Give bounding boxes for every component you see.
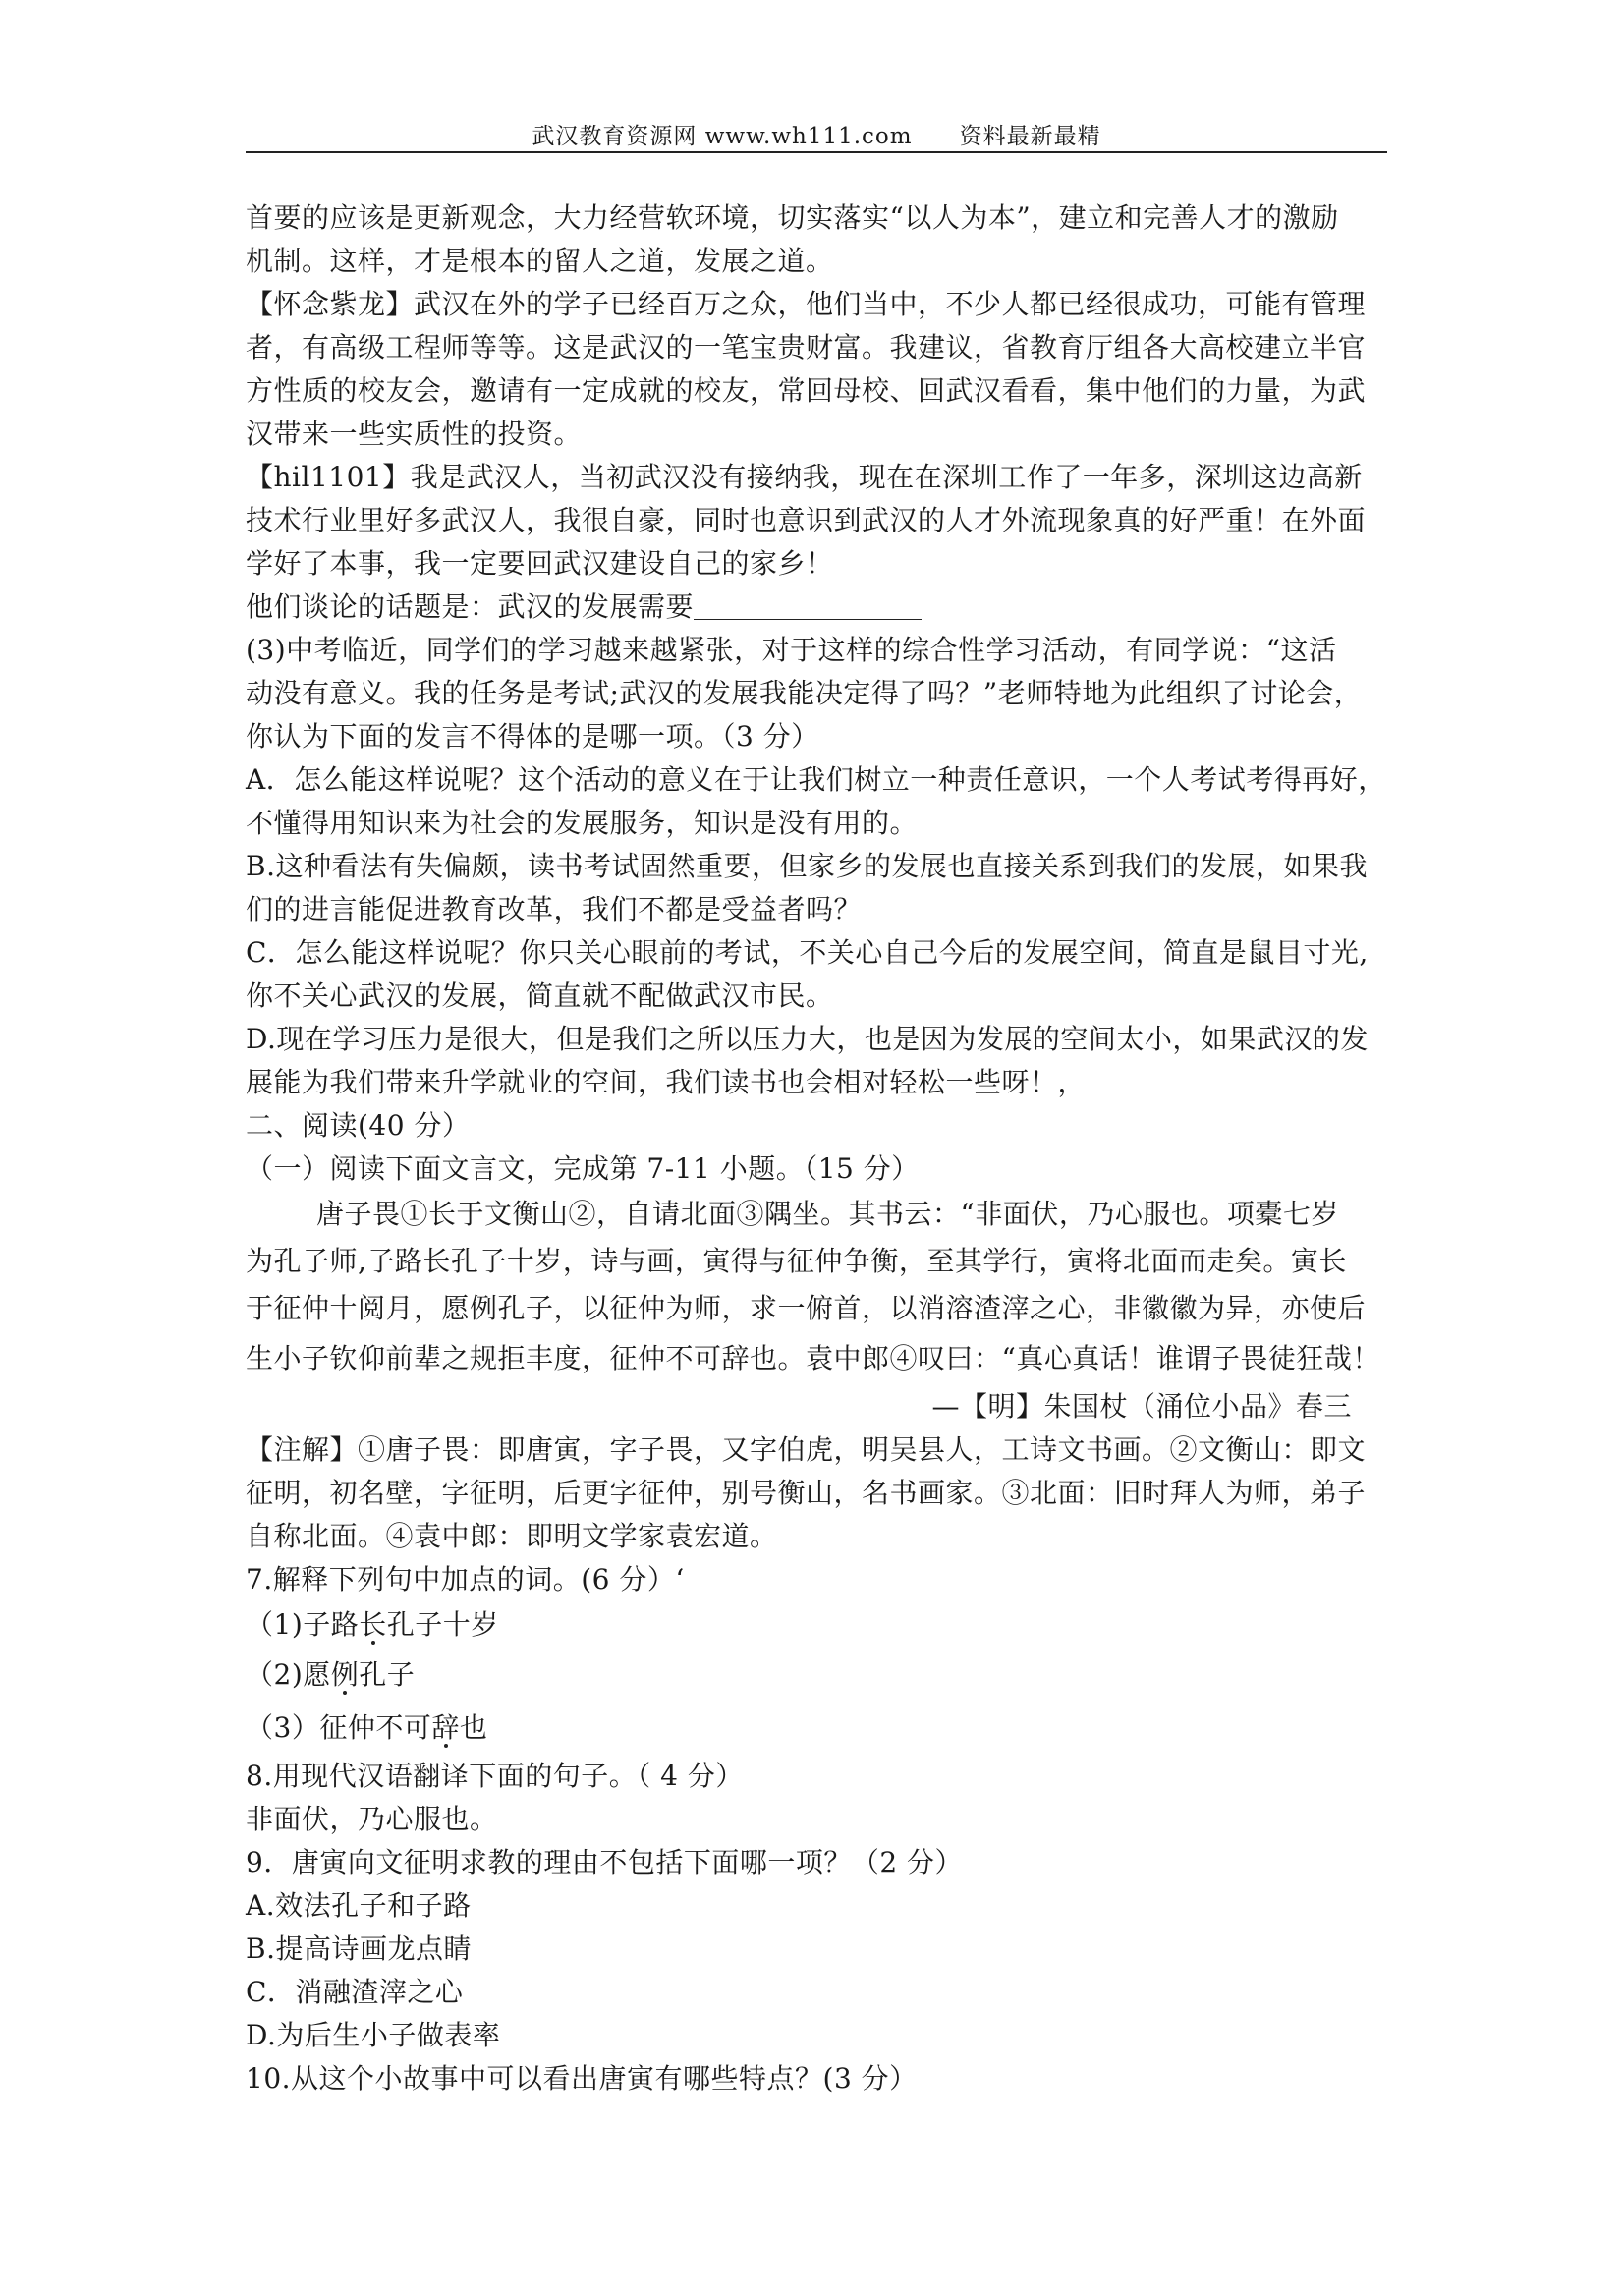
text-line: 首要的应该是更新观念，大力经营软环境，切实落实“以人为本”，建立和完善人才的激励 (246, 201, 1339, 234)
option-line: C．消融渣滓之心 (246, 1976, 464, 2008)
text-line: 机制。这样，才是根本的留人之道，发展之道。 (246, 245, 834, 277)
option-line: 们的进言能促进教育改革，我们不都是受益者吗？ (246, 893, 863, 925)
option-line: C．怎么能这样说呢？你只关心眼前的考试，不关心自己今后的发展空间，简直是鼠目寸光, (246, 936, 1369, 969)
text-line: 【hil1101】我是武汉人，当初武汉没有接纳我，现在在深圳工作了一年多，深圳这边高新 (246, 461, 1363, 493)
option-line: D.为后生小子做表率 (246, 2019, 501, 2051)
text-line: (3)中考临近，同学们的学习越来越紧张，对于这样的综合性学习活动，有同学说：“这活 (246, 634, 1337, 666)
answer-blank (694, 589, 922, 620)
question-line: 7.解释下列句中加点的词。(6 分）‘ (246, 1563, 685, 1596)
text-line: 技术行业里好多武汉人，我很自豪，同时也意识到武汉的人才外流现象真的好严重！在外面 (246, 504, 1367, 536)
header-slogan: 资料最新最精 (959, 124, 1101, 149)
classical-text-line: 为孔子师,子路长孔子十岁，诗与画，寅得与征仲争衡，至其学行，寅将北面而走矣。寅长 (246, 1245, 1347, 1277)
text-line: 学好了本事，我一定要回武汉建设自己的家乡！ (246, 547, 834, 580)
option-line: A．怎么能这样说呢？这个活动的意义在于让我们树立一种责任意识，一个人考试考得再好， (246, 763, 1386, 796)
sub-question-line: （1)子路长孔子十岁 (246, 1608, 499, 1641)
annotation-line: 【注解】①唐子畏：即唐寅，字子畏，又字伯虎，明吴县人，工诗文书画。②文衡山：即文 (246, 1433, 1367, 1466)
option-line: 你不关心武汉的发展，简直就不配做武汉市民。 (246, 980, 834, 1012)
option-line: 展能为我们带来升学就业的空间，我们读书也会相对轻松一些呀！， (246, 1066, 1087, 1098)
header-site: 武汉教育资源网 www.wh111.com (532, 124, 913, 149)
text-line: 方性质的校友会，邀请有一定成就的校友，常回母校、回武汉看看，集中他们的力量，为武 (246, 374, 1367, 407)
source-attribution: —【明】朱国杖（涌位小品》春三 (931, 1390, 1352, 1423)
sub-question-line: （3）征仲不可辞也 (246, 1711, 488, 1744)
question-line: 10.从这个小故事中可以看出唐寅有哪些特点？(3 分） (246, 2062, 918, 2095)
text-line: 【怀念紫龙】武汉在外的学子已经百万之众，他们当中，不少人都已经很成功，可能有管理 (246, 288, 1367, 320)
question-line: 非面伏，乃心服也。 (246, 1803, 498, 1835)
section-heading: 二、阅读(40 分） (246, 1109, 471, 1142)
text-line: 者，有高级工程师等等。这是武汉的一笔宝贵财富。我建议，省教育厅组各大高校建立半官 (246, 331, 1367, 364)
option-line: B.这种看法有失偏颇，读书考试固然重要，但家乡的发展也直接关系到我们的发展，如果我 (246, 850, 1368, 882)
question-text: 他们谈论的话题是：武汉的发展需要 (246, 590, 695, 623)
header-text (246, 118, 1387, 150)
classical-text-line: 唐子畏①长于文衡山②，自请北面③隅坐。其书云：“非面伏，乃心服也。项橐七岁 (316, 1198, 1339, 1230)
option-line: A.效法孔子和子路 (246, 1889, 472, 1922)
subsection-heading: （一）阅读下面文言文，完成第 7-11 小题。（15 分） (246, 1152, 920, 1185)
annotation-line: 自称北面。④袁中郎：即明文学家袁宏道。 (246, 1520, 778, 1552)
text-line: 汉带来一些实质性的投资。 (246, 418, 583, 450)
question-line-with-blank (246, 586, 1393, 629)
emphasis-dot-char: 例 (330, 1658, 360, 1691)
page-header (246, 112, 1387, 153)
text-line: 你认为下面的发言不得体的是哪一项。（3 分） (246, 720, 819, 753)
emphasis-dot-char: 辞 (431, 1711, 460, 1744)
option-line: 不懂得用知识来为社会的发展服务，知识是没有用的。 (246, 807, 919, 839)
question-line: 9．唐寅向文征明求教的理由不包括下面哪一项？（2 分） (246, 1846, 964, 1878)
option-line: D.现在学习压力是很大，但是我们之所以压力大，也是因为发展的空间太小，如果武汉的发 (246, 1023, 1369, 1055)
question-line: 8.用现代汉语翻译下面的句子。（ 4 分） (246, 1760, 744, 1792)
classical-text-line: 生小子钦仰前辈之规拒丰度，征仲不可辞也。袁中郎④叹曰：“真心真话！谁谓子畏徒狂哉！ (246, 1342, 1380, 1374)
sub-question-line: （2)愿例孔子 (246, 1658, 416, 1691)
document-body (246, 196, 1393, 2100)
classical-text-line: 于征仲十阅月，愿例孔子，以征仲为师，求一俯首，以消溶渣滓之心，非徽徽为异，亦使后 (246, 1292, 1367, 1324)
annotation-line: 征明，初名壁，字征明，后更字征仲，别号衡山，名书画家。③北面：旧时拜人为师，弟子 (246, 1477, 1367, 1509)
emphasis-dot-char: 长 (359, 1608, 387, 1641)
text-line: 动没有意义。我的任务是考试;武汉的发展我能决定得了吗？”老师特地为此组织了讨论会， (246, 677, 1363, 709)
option-line: B.提高诗画龙点睛 (246, 1932, 472, 1965)
